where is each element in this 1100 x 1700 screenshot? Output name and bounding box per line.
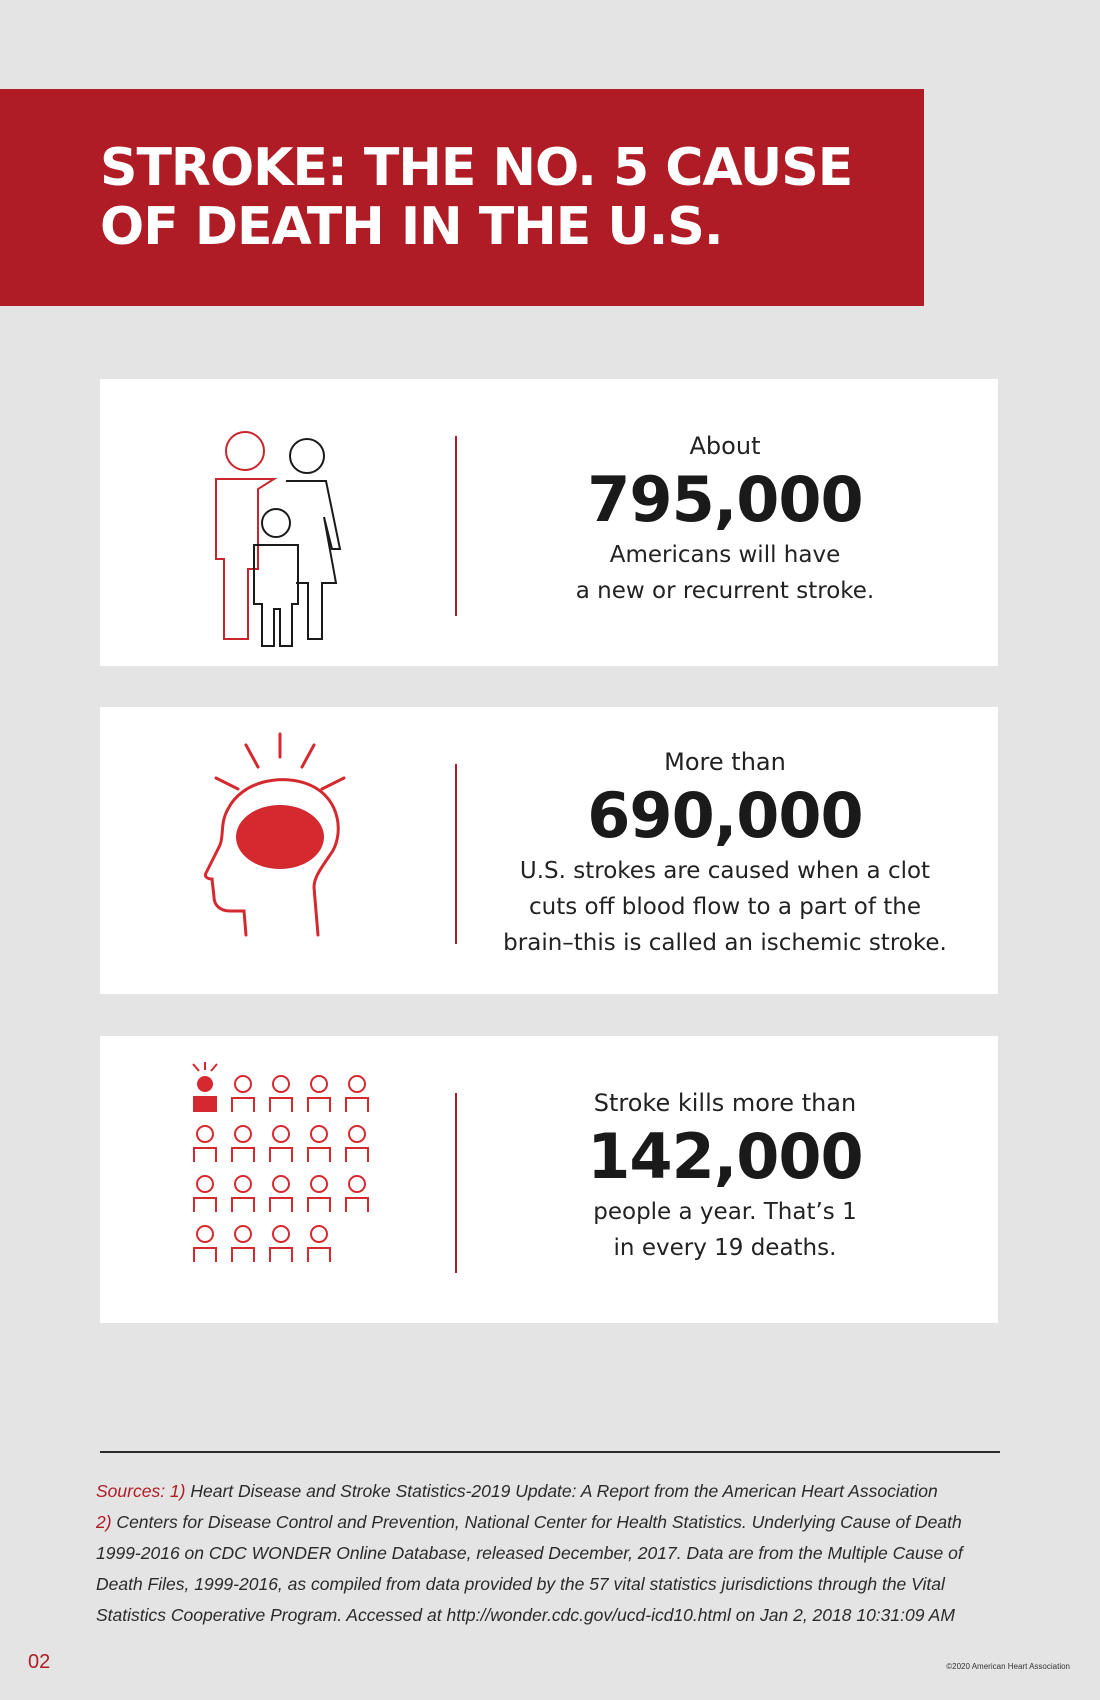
stat-description — [490, 537, 960, 609]
stat-number: 142,000 — [587, 1120, 863, 1193]
person-figure — [232, 1076, 254, 1112]
person-figure — [346, 1176, 368, 1212]
source-line — [96, 1507, 1016, 1538]
source-line: Death Files, 1999-2016, as compiled from data provided by the 57 vital statistics jurisdictions through the Vital — [96, 1574, 945, 1594]
stat-description — [490, 853, 960, 961]
desc-line: cuts off blood flow to a part of the — [529, 894, 921, 920]
page-number: 02 — [28, 1651, 51, 1673]
stat-number: 690,000 — [587, 779, 863, 852]
person-figure — [270, 1176, 292, 1212]
person-figure — [346, 1126, 368, 1162]
sources-label: Sources: 1) — [96, 1481, 186, 1501]
desc-line: in every 19 deaths. — [613, 1235, 837, 1261]
person-figure — [232, 1126, 254, 1162]
person-figure — [232, 1226, 254, 1262]
desc-line: U.S. strokes are caused when a clot — [519, 858, 931, 884]
person-figure — [194, 1126, 216, 1162]
source-line — [96, 1476, 1016, 1507]
title-line-1: STROKE: THE NO. 5 CAUSE — [100, 138, 853, 198]
person-figure — [346, 1076, 368, 1112]
person-figure — [194, 1226, 216, 1262]
stat-lead: More than — [664, 748, 786, 776]
copyright-notice: ©2020 American Heart Association — [946, 1662, 1070, 1671]
person-figure — [308, 1076, 330, 1112]
desc-line: a new or recurrent stroke. — [575, 578, 875, 604]
people-grid-icon — [190, 1056, 390, 1306]
family-icon — [190, 399, 390, 649]
source-line: 1999-2016 on CDC WONDER Online Database, released December, 2017. Data are from the Multiple Cause of — [96, 1543, 963, 1563]
person-figure — [270, 1126, 292, 1162]
sources-divider — [100, 1451, 1000, 1453]
desc-line: brain–this is called an ischemic stroke. — [503, 930, 947, 956]
sources-block — [96, 1476, 1016, 1631]
page-title — [100, 139, 900, 257]
stat-card-ischemic-strokes — [100, 707, 998, 994]
head-brain-icon — [190, 727, 390, 977]
source-line: Statistics Cooperative Program. Accessed at http://wonder.cdc.gov/ucd-icd10.html on Jan 2, 2018 10:31:09 AM — [96, 1605, 955, 1625]
person-figure — [270, 1076, 292, 1112]
source-2-number: 2) — [96, 1512, 112, 1532]
card-divider — [455, 1093, 457, 1273]
desc-line: people a year. That’s 1 — [593, 1199, 857, 1225]
desc-line: Americans will have — [609, 542, 841, 568]
stat-number: 795,000 — [587, 463, 863, 536]
stat-description — [490, 1194, 960, 1266]
person-figure — [308, 1126, 330, 1162]
person-highlighted — [193, 1062, 217, 1112]
person-figure — [232, 1176, 254, 1212]
person-figure — [194, 1176, 216, 1212]
source-2-text: Centers for Disease Control and Prevention, National Center for Health Statistics. Underlying Cause of Death — [111, 1512, 962, 1532]
stat-text — [490, 1086, 960, 1266]
stat-text — [490, 429, 960, 609]
stat-text — [490, 745, 960, 961]
person-figure — [308, 1176, 330, 1212]
stat-card-stroke-deaths — [100, 1036, 998, 1323]
stat-lead: About — [689, 432, 761, 460]
person-figure — [308, 1226, 330, 1262]
stat-card-new-strokes — [100, 379, 998, 666]
title-banner — [0, 89, 924, 306]
source-1: Heart Disease and Stroke Statistics-2019 Update: A Report from the American Heart Association — [185, 1481, 938, 1501]
person-figure — [270, 1226, 292, 1262]
title-line-2: OF DEATH IN THE U.S. — [100, 197, 723, 257]
card-divider — [455, 764, 457, 944]
card-divider — [455, 436, 457, 616]
stat-lead: Stroke kills more than — [593, 1089, 857, 1117]
